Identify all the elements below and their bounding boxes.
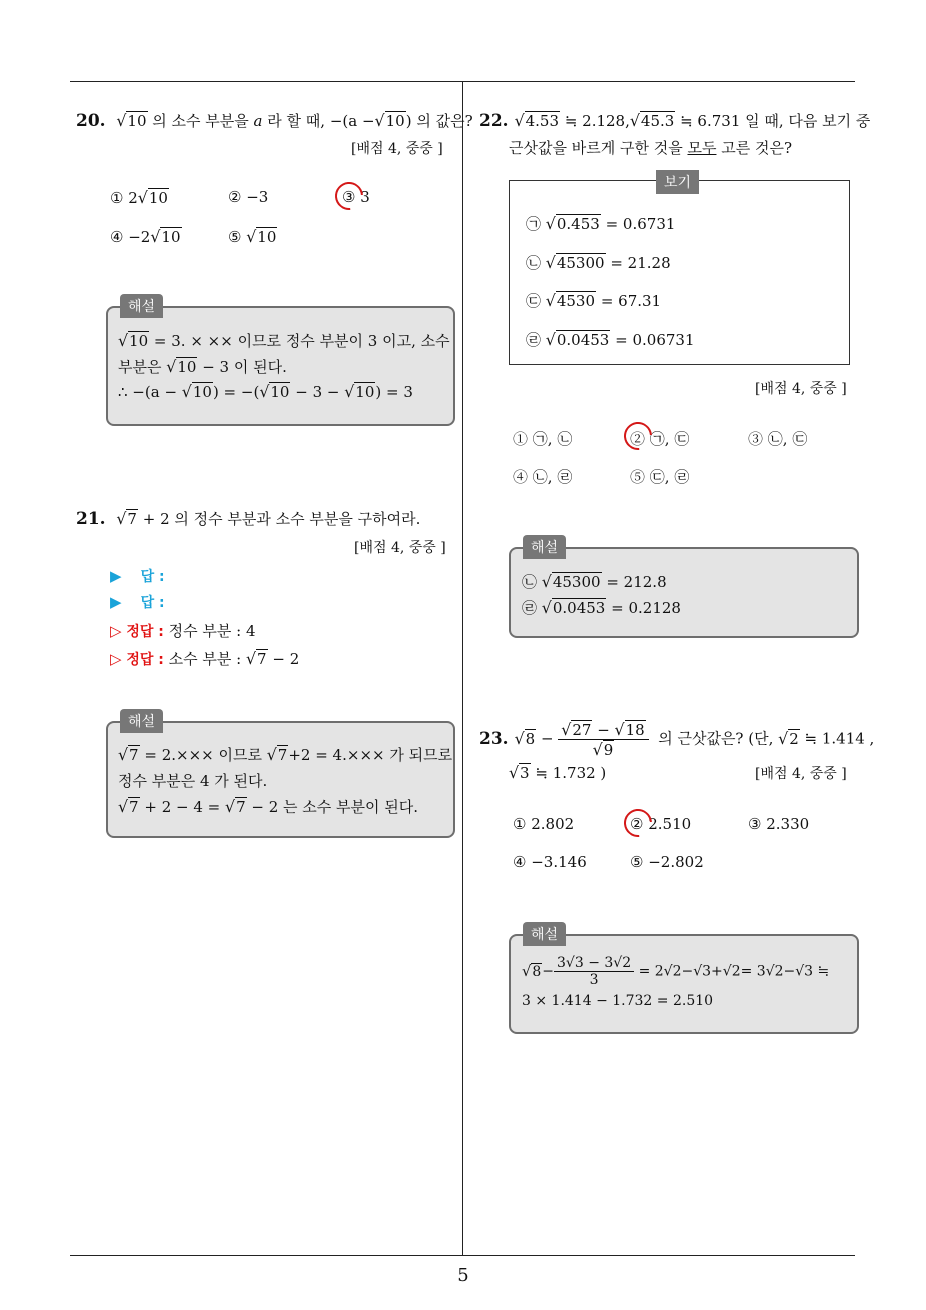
- q23-choice-1[interactable]: ① 2.802: [513, 815, 575, 833]
- q21-answer-row-1[interactable]: ▶ 답 :: [110, 567, 165, 585]
- q21-key-2: ▷ 정답 : 소수 부분 : √7 − 2: [110, 649, 300, 668]
- q21-key-1: ▷ 정답 : 정수 부분 : 4: [110, 622, 256, 640]
- q22-score: [배점 4, 중중 ]: [755, 381, 847, 397]
- q22-exp-line-1: ㉡ √45300 = 212.8: [522, 572, 667, 591]
- q22-stem-line-2: 근삿값을 바르게 구한 것을 모두 고른 것은?: [509, 139, 793, 157]
- q21-exp-line-2: 정수 부분은 4 가 된다.: [118, 772, 268, 790]
- q23-fraction: $\frac{√27 - √18}{√9}$: [558, 720, 648, 759]
- sqrt-10: √10: [116, 111, 147, 130]
- q22-choice-2[interactable]: ② ㉠, ㉢: [630, 430, 690, 448]
- q23-number: 23.: [479, 728, 509, 749]
- q20-explanation-tag: 해설: [120, 294, 163, 318]
- q22-explanation-tag: 해설: [523, 535, 566, 559]
- bottom-rule: [70, 1255, 855, 1256]
- q23-score: [배점 4, 중중 ]: [755, 766, 847, 782]
- q22-bogi-item-3: ㉢ √4530 = 67.31: [526, 291, 662, 310]
- q20-choice-1[interactable]: ① 2√10: [110, 188, 168, 207]
- q20-number: 20.: [76, 111, 106, 131]
- q22-choice-1[interactable]: ① ㉠, ㉡: [513, 430, 573, 448]
- answer-mark: [618, 803, 657, 842]
- q20-score: [배점 4, 중중 ]: [351, 141, 443, 157]
- q21-stem: 21. √7 + 2 의 정수 부분과 소수 부분을 구하여라.: [76, 509, 421, 529]
- q20-exp-line-3: ∴ −(a − √10) = −(√10 − 3 − √10) = 3: [118, 382, 413, 401]
- q23-exp-line-1: √8− $\frac{3√3 - 3√2}{3}$ = 2√2−√3+√2= 3√2−√3 ≒: [522, 955, 830, 988]
- q21-answer-row-2[interactable]: ▶ 답 :: [110, 593, 165, 611]
- q22-explanation-box: [509, 547, 859, 638]
- q23-explanation-tag: 해설: [523, 922, 566, 946]
- q20-choice-2[interactable]: ② −3: [228, 188, 269, 206]
- q21-score: [배점 4, 중중 ]: [354, 540, 446, 556]
- q20-stem: 20. √10 의 소수 부분을 a 라 할 때, −(a −√10) 의 값은?: [76, 111, 473, 131]
- q22-bogi-item-1: ㉠ √0.453 = 0.6731: [526, 214, 676, 233]
- q22-bogi-tag: 보기: [656, 170, 699, 194]
- q21-exp-line-1: √7 = 2.××× 이므로 √7+2 = 4.××× 가 되므로: [118, 745, 453, 764]
- q23-stem-line-2: √3 ≒ 1.732 ): [509, 763, 607, 782]
- q21-explanation-tag: 해설: [120, 709, 163, 733]
- q23-choice-5[interactable]: ⑤ −2.802: [630, 853, 704, 871]
- q22-stem-line-1: 22. √4.53 ≒ 2.128,√45.3 ≒ 6.731 일 때, 다음 보기 중: [479, 111, 871, 131]
- q20-exp-line-1: √10 = 3. × ×× 이므로 정수 부분이 3 이고, 소수: [118, 331, 450, 350]
- q22-choice-4[interactable]: ④ ㉡, ㉣: [513, 468, 573, 486]
- q23-choice-3[interactable]: ③ 2.330: [748, 815, 810, 833]
- q23-choice-2[interactable]: ② 2.510: [630, 815, 692, 833]
- answer-mark: [329, 176, 368, 215]
- q23-exp-line-2: 3 × 1.414 − 1.732 = 2.510: [522, 993, 714, 1009]
- q22-bogi-item-2: ㉡ √45300 = 21.28: [526, 253, 671, 272]
- q23-stem-line-1: 23. √8 − $\frac{√27 - √18}{√9}$ 의 근삿값은? (단, √2 ≒ 1.414 ,: [479, 720, 875, 759]
- page-number: 5: [457, 1265, 469, 1286]
- q22-choice-5[interactable]: ⑤ ㉢, ㉣: [630, 468, 690, 486]
- q22-bogi-item-4: ㉣ √0.0453 = 0.06731: [526, 330, 695, 349]
- q20-choice-5[interactable]: ⑤ √10: [228, 227, 277, 246]
- q22-exp-line-2: ㉣ √0.0453 = 0.2128: [522, 598, 681, 617]
- q21-number: 21.: [76, 509, 106, 529]
- sqrt-10: √10: [374, 111, 405, 130]
- q21-exp-line-3: √7 + 2 − 4 = √7 − 2 는 소수 부분이 된다.: [118, 797, 419, 816]
- q20-choice-4[interactable]: ④ −2√10: [110, 227, 181, 246]
- q23-choice-4[interactable]: ④ −3.146: [513, 853, 587, 871]
- q20-choice-3[interactable]: ③ 3: [342, 188, 370, 206]
- q22-choice-3[interactable]: ③ ㉡, ㉢: [748, 430, 808, 448]
- q22-number: 22.: [479, 111, 509, 131]
- answer-mark: [618, 416, 657, 455]
- q20-exp-line-2: 부분은 √10 − 3 이 된다.: [118, 357, 287, 376]
- column-divider: [462, 82, 463, 1255]
